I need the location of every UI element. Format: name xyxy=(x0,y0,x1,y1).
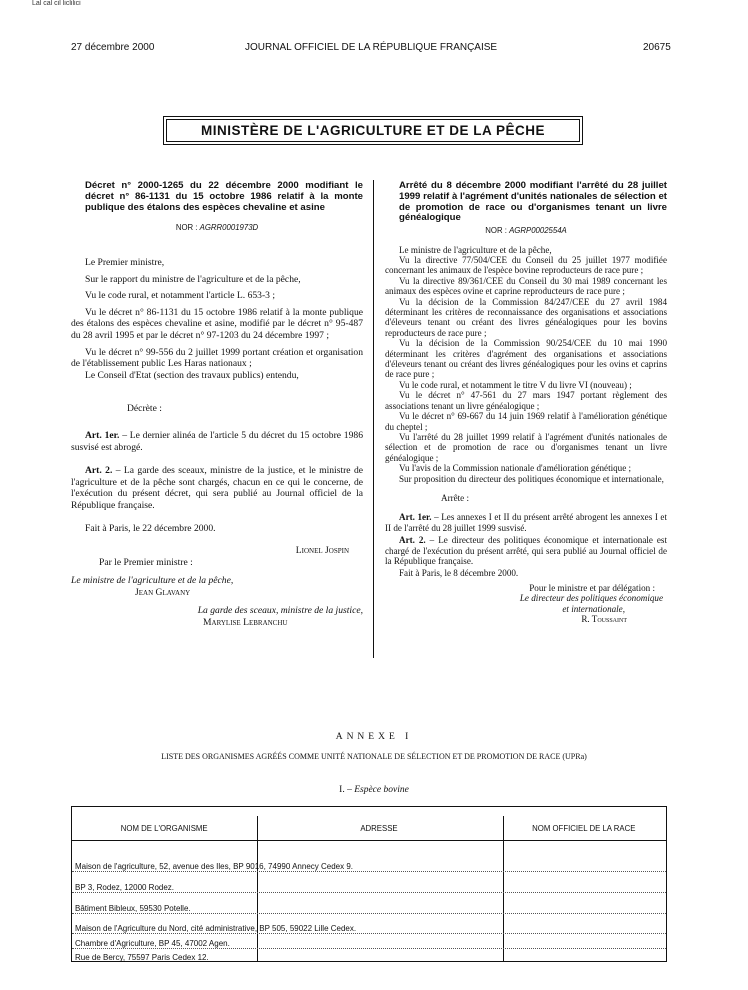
decree-minister-justice-title: La garde des sceaux, ministre de la justice, xyxy=(197,605,363,617)
annexe-title: ANNEXE I xyxy=(335,732,413,742)
table-row xyxy=(72,943,666,962)
table-header xyxy=(72,816,666,841)
decree-p1: Le Premier ministre, xyxy=(85,256,165,268)
annexe-section-prefix: I. – xyxy=(339,785,355,795)
table-header-breed: NOM OFFICIEL DE LA RACE xyxy=(532,823,636,833)
arrete-art1 xyxy=(385,512,667,533)
decree-nor xyxy=(71,222,363,234)
table-row xyxy=(72,852,666,872)
arrete-p10: Vu l'avis de la Commission nationale d'amélioration génétique ; xyxy=(399,463,632,474)
decree-p5: Vu le décret n° 99-556 du 2 juillet 1999 portant création et organisation de l'établissement public Les Haras nationaux ; xyxy=(71,346,363,370)
decree-par: Par le Premier ministre : xyxy=(99,556,193,568)
decree-minister-agri-title: Le ministre de l'agriculture et de la pêche, xyxy=(71,575,234,587)
arrete-p6: Vu le code rural, et notamment le titre V du livre VI (nouveau) ; xyxy=(399,379,632,390)
arrete-art2-text: – Le directeur des politiques économique et internationale est chargé de l'exécution du présent arrêté, qui sera publié au Journal officiel de la République française. xyxy=(385,535,667,566)
arrete-art2-label: Art. 2. xyxy=(399,535,426,546)
arrete-nor xyxy=(385,226,667,236)
decree-column xyxy=(71,181,363,629)
header-page-number: 20675 xyxy=(643,42,671,53)
arrete-art1-label: Art. 1er. xyxy=(399,512,432,523)
column-separator xyxy=(373,180,374,658)
ministry-box xyxy=(163,116,583,145)
table-header-address: ADRESSE xyxy=(360,823,398,833)
decree-art1-label: Art. 1er. xyxy=(85,429,120,441)
decree-p6: Le Conseil d'Etat (section des travaux publics) entendu, xyxy=(85,369,299,381)
arrete-fait: Fait à Paris, le 8 décembre 2000. xyxy=(399,568,519,579)
arrete-p1: Le ministre de l'agriculture et de la pêche, xyxy=(399,244,552,255)
table-cell-address: Bâtiment Bibleux, 59530 Potelle. xyxy=(75,904,191,913)
arrete-arrete: Arrête : xyxy=(441,492,470,503)
decree-p2: Sur le rapport du ministre de l'agriculture et de la pêche, xyxy=(85,273,301,285)
arrete-p2: Vu la directive 77/504/CEE du Conseil du 25 juillet 1977 modifiée concernant les animaux de l'espèce bovine reproducteurs de race pure ; xyxy=(385,255,667,276)
arrete-art1-text: – Les annexes I et II du présent arrêté abrogent les annexes I et II de l'arrêté du 28 juillet 1999 susvisé. xyxy=(385,512,667,533)
decree-art2 xyxy=(71,465,363,511)
arrete-director-title-1: Le directeur des politiques économique xyxy=(519,593,663,604)
table-row xyxy=(72,873,666,893)
decree-nor-code: AGRR0001973D xyxy=(199,223,259,233)
arrete-director-title-2: et internationale, xyxy=(562,603,625,614)
arrete-column xyxy=(385,181,667,624)
decree-art2-text: – La garde des sceaux, ministre de la justice, et le ministre de l'agriculture et de la pêche sont chargés, chacun en ce qui le concerne, de l'exécution du présent décret, qui sera publié au Journal officiel de la République française. xyxy=(71,465,363,511)
annexe-section xyxy=(0,785,748,795)
table-row xyxy=(72,894,666,914)
table-cell-address: Chambre d'Agriculture, BP 45, 47002 Agen. xyxy=(75,939,230,948)
arrete-nor-code: AGRP0002554A xyxy=(509,226,567,236)
arrete-art2 xyxy=(385,535,667,566)
decree-minister-justice-name: Marylise Lebranchu xyxy=(203,617,288,629)
decree-title: Décret n° 2000-1265 du 22 décembre 2000 modifiant le décret n° 86-1131 du 15 octobre 1986 relatif à la monte publique des étalons des espèces chevaline et asine xyxy=(85,180,363,213)
annexe-section-name: Espèce bovine xyxy=(354,785,409,795)
top-fragment: Lal cal cil liclilici xyxy=(32,0,81,7)
arrete-p8: Vu le décret n° 69-667 du 14 juin 1969 relatif à l'amélioration génétique du cheptel ; xyxy=(385,411,667,432)
ministry-title: MINISTÈRE DE L'AGRICULTURE ET DE LA PÊCHE xyxy=(166,119,580,142)
decree-p4: Vu le décret n° 86-1131 du 15 octobre 1986 relatif à la monte publique des étalons des espèces chevaline et asine, modifié par le décret n° 95-487 du 28 avril 1995 et par le décret n° 97-1203 du 24 décembre 1997 ; xyxy=(71,306,363,341)
header-date: 27 décembre 2000 xyxy=(71,42,155,53)
organisms-table xyxy=(71,806,667,962)
decree-fait: Fait à Paris, le 22 décembre 2000. xyxy=(85,523,216,535)
decree-p3: Vu le code rural, et notamment l'article L. 653-3 ; xyxy=(85,290,276,302)
arrete-p4: Vu la décision de la Commission 84/247/CEE du 27 avril 1984 déterminant les critères de reconnaissance des organisations et associations d'éleveurs tenant ou créant des livres généalogiques pour les bovins reproducteurs de race pure ; xyxy=(385,296,667,338)
decree-nor-label: NOR : xyxy=(175,223,198,233)
annexe-subtitle: LISTE DES ORGANISMES AGRÉÉS COMME UNITÉ NATIONALE DE SÉLECTION ET DE PROMOTION DE RACE (UPRa) xyxy=(161,752,587,761)
table-header-name: NOM DE L'ORGANISME xyxy=(120,823,208,833)
arrete-p11: Sur proposition du directeur des politiques économique et internationale, xyxy=(399,473,664,484)
arrete-nor-label: NOR : xyxy=(485,226,507,236)
arrete-p3: Vu la directive 89/361/CEE du Conseil du 30 mai 1989 concernant les animaux des espèces ovine et caprine reproducteurs de race pure ; xyxy=(385,275,667,297)
table-cell-address: Rue de Bercy, 75597 Paris Cedex 12. xyxy=(75,953,209,962)
decree-signer-pm: Lionel Jospin xyxy=(295,545,349,557)
header-journal: JOURNAL OFFICIEL DE LA RÉPUBLIQUE FRANÇAISE xyxy=(245,42,498,53)
decree-art1 xyxy=(71,430,363,453)
arrete-title: Arrêté du 8 décembre 2000 modifiant l'arrêté du 28 juillet 1999 relatif à l'agrément d'unités nationales de sélection et de promotion de race ou d'organismes tenant un livre généalogique xyxy=(399,180,667,224)
arrete-director-name: R. Toussaint xyxy=(581,614,627,624)
decree-minister-agri-name: Jean Glavany xyxy=(135,586,191,598)
table-cell-address: Maison de l'agriculture, 52, avenue des Iles, BP 9016, 74990 Annecy Cedex 9. xyxy=(75,862,354,871)
arrete-p5: Vu la décision de la Commission 90/254/CEE du 10 mai 1990 déterminant les critères d'agrément des organisations et associations d'éleveurs tenant ou créant des livres généalogiques pour les ovins et caprins de race pure ; xyxy=(385,338,667,380)
table-cell-address: Maison de l'Agriculture du Nord, cité administrative, BP 505, 59022 Lille Cedex. xyxy=(75,924,357,933)
decree-decrete: Décrète : xyxy=(127,403,162,415)
decree-art1-text: – Le dernier alinéa de l'article 5 du décret du 15 octobre 1986 susvisé est abrogé. xyxy=(71,429,363,453)
table-cell-address: BP 3, Rodez, 12000 Rodez. xyxy=(75,883,175,892)
decree-art2-label: Art. 2. xyxy=(85,465,113,477)
arrete-p7: Vu le décret n° 47-561 du 27 mars 1947 portant règlement des associations tenant un livre généalogique ; xyxy=(385,390,667,411)
arrete-pour: Pour le ministre et par délégation : xyxy=(529,582,655,593)
arrete-p9: Vu l'arrêté du 28 juillet 1999 relatif à l'agrément d'unités nationales de sélection et de promotion de race ou d'organismes tenant un livre généalogique ; xyxy=(385,431,667,463)
